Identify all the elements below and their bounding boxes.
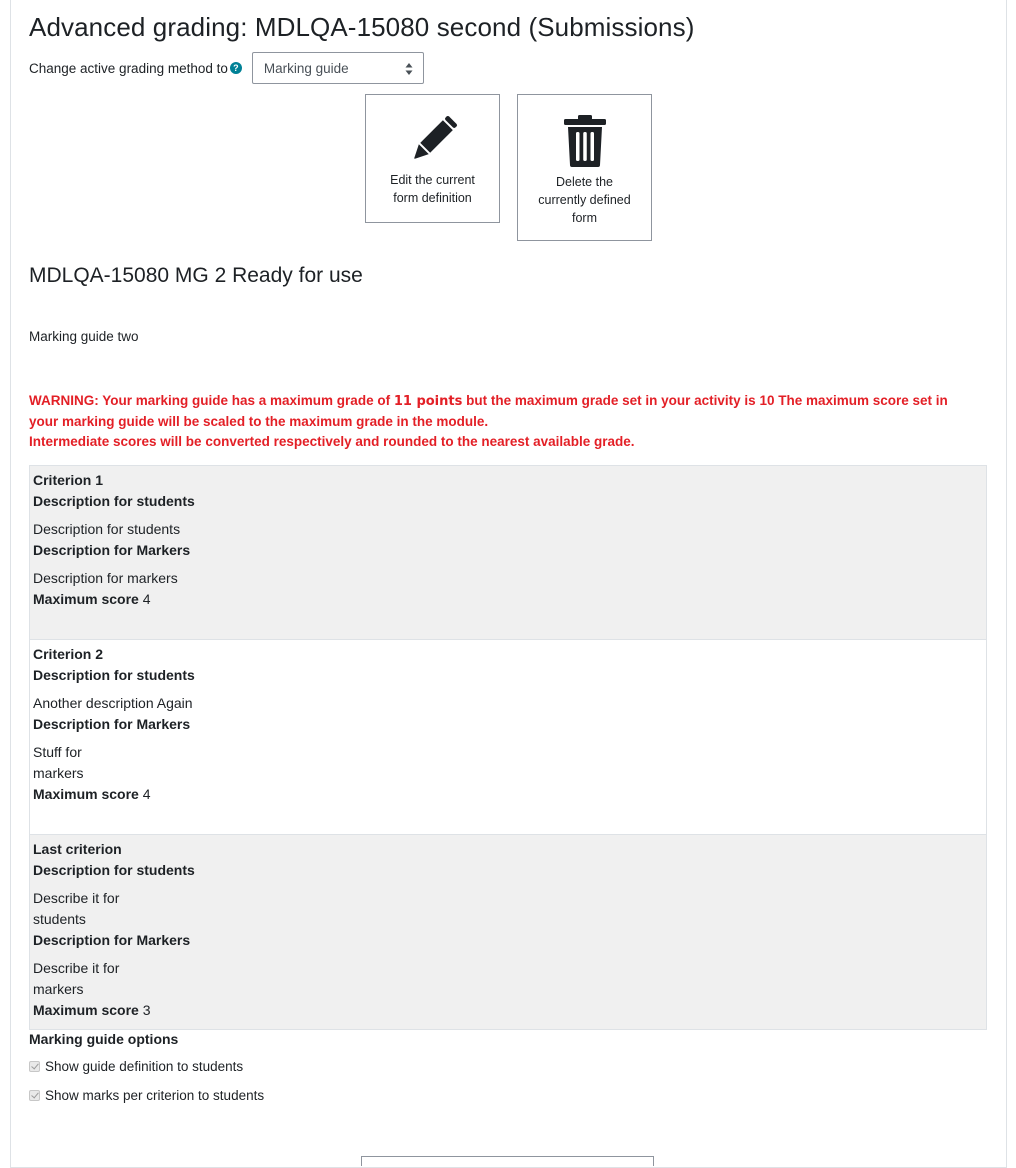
page-title: Advanced grading: MDLQA-15080 second (Submissions)	[29, 12, 695, 42]
max-score-label: Maximum score	[33, 591, 139, 607]
warning-text-2: but the maximum grade set in your activity is 10 The maximum score set in your marking guide will be scaled to the maximum grade in the module.	[29, 393, 948, 429]
grading-method-row	[29, 52, 424, 84]
marker-desc-heading: Description for Markers	[33, 716, 191, 732]
show-definition-label: Show guide definition to students	[45, 1059, 244, 1074]
delete-form-button[interactable]	[517, 94, 652, 241]
edit-form-label: Edit the current form definition	[390, 173, 475, 205]
help-icon[interactable]: ?	[230, 62, 242, 74]
grading-method-selected: Marking guide	[263, 60, 349, 76]
student-description: Describe it for students	[33, 890, 120, 927]
grading-method-label: Change active grading method to	[29, 60, 228, 76]
show-marks-checkbox[interactable]	[29, 1090, 40, 1101]
option-show-marks	[29, 1088, 264, 1103]
marker-description: Stuff for markers	[33, 744, 84, 781]
warning-text-3: Intermediate scores will be converted respectively and rounded to the nearest available grade.	[29, 434, 635, 449]
trash-icon	[562, 115, 608, 167]
criterion-title: Criterion 1	[33, 472, 104, 488]
max-score-value: 4	[142, 786, 151, 802]
show-definition-checkbox[interactable]	[29, 1061, 40, 1072]
criterion-row	[30, 640, 986, 835]
marker-description: Description for markers	[33, 570, 178, 586]
criterion-title: Last criterion	[33, 841, 122, 857]
pencil-icon	[408, 115, 458, 165]
marker-description: Describe it for markers	[33, 960, 120, 997]
guide-name: MDLQA-15080 MG 2 Ready for use	[29, 264, 363, 287]
grading-method-select[interactable]	[252, 52, 424, 84]
max-score-label: Maximum score	[33, 786, 139, 802]
max-grade-warning	[29, 391, 979, 452]
select-arrows-icon	[405, 62, 413, 76]
max-score-value: 3	[142, 1002, 151, 1018]
student-description: Another description Again	[33, 695, 193, 711]
student-description: Description for students	[33, 521, 181, 537]
max-score-label: Maximum score	[33, 1002, 139, 1018]
max-score-row	[33, 589, 983, 610]
criteria-list	[29, 465, 987, 1030]
max-score-value: 4	[142, 591, 151, 607]
criterion-row	[30, 835, 986, 1029]
delete-form-label: Delete the currently defined form	[538, 175, 631, 225]
marker-desc-heading: Description for Markers	[33, 932, 191, 948]
criterion-title: Criterion 2	[33, 646, 104, 662]
max-score-row	[33, 784, 983, 805]
student-desc-heading: Description for students	[33, 862, 195, 878]
student-desc-heading: Description for students	[33, 667, 195, 683]
warning-points: 11 points	[393, 394, 463, 409]
show-marks-label: Show marks per criterion to students	[45, 1088, 265, 1103]
max-score-row	[33, 1000, 983, 1021]
marker-desc-heading: Description for Markers	[33, 542, 191, 558]
criterion-row	[30, 466, 986, 640]
guide-options-title: Marking guide options	[29, 1031, 179, 1047]
warning-text-1: WARNING: Your marking guide has a maximum grade of	[29, 393, 394, 408]
guide-description: Marking guide two	[29, 329, 139, 344]
student-desc-heading: Description for students	[33, 493, 195, 509]
edit-form-button[interactable]	[365, 94, 500, 223]
option-show-definition	[29, 1059, 243, 1074]
